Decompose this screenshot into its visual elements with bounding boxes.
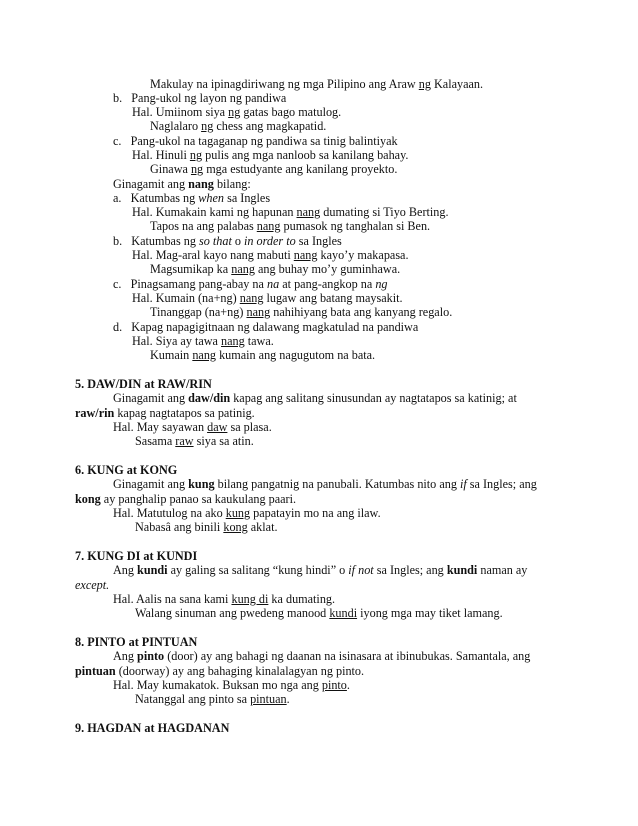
text-run: Hal. Mag-aral kayo nang mabuti [132, 248, 294, 262]
text-run: sa Ingles [295, 234, 342, 248]
text-run: ay galing sa salitang “kung hindi” o [167, 563, 349, 577]
text-run: a. Katumbas ng [113, 191, 199, 205]
text-run: Tapos na ang palabas [150, 219, 257, 233]
underlined-word: ng [418, 77, 431, 91]
text-run: pumasok ng tanghalan si Ben. [280, 219, 431, 233]
underlined-word: nang [256, 219, 281, 233]
text-run: Ang [113, 649, 138, 663]
text-run: b. Pang-ukol ng layon ng pandiwa [113, 91, 287, 105]
underlined-word: nang [293, 248, 318, 262]
underlined-word: nang [192, 348, 217, 362]
text-line [150, 77, 483, 92]
text-run: Kalayaan. [430, 77, 484, 91]
italic-term: so that [198, 234, 232, 248]
underlined-word: raw [175, 434, 194, 448]
text-line [132, 205, 449, 220]
text-run: tawa. [244, 334, 274, 348]
underlined-word: ng [190, 162, 204, 176]
underlined-word: kong [223, 520, 248, 534]
text-line [113, 191, 270, 206]
text-run: gatas bago matulog. [240, 105, 342, 119]
bold-term: nang [188, 177, 214, 191]
text-run: papatayin mo na ang ilaw. [250, 506, 381, 520]
text-line [113, 649, 530, 664]
text-line [135, 434, 254, 449]
text-line [132, 291, 403, 306]
underlined-word: nang [246, 305, 271, 319]
text-line [113, 134, 398, 149]
text-run: . [286, 692, 290, 706]
text-run: dumating si Tiyo Berting. [320, 205, 449, 219]
bold-term: kong [75, 492, 101, 506]
bold-term: kundi [137, 563, 168, 577]
text-line [132, 148, 408, 163]
text-run: lugaw ang batang maysakit. [263, 291, 403, 305]
text-run: ka dumating. [268, 592, 336, 606]
text-run: kayo’y makapasa. [317, 248, 409, 262]
text-run: at pang-angkop na [279, 277, 376, 291]
text-run: Hal. Kumain (na+ng) [132, 291, 240, 305]
section-heading [75, 377, 212, 392]
text-run: kapag ang salitang sinusundan ay nagtatapos sa katinig; at [230, 391, 517, 405]
bold-term: 5. DAW/DIN at RAW/RIN [75, 377, 212, 391]
text-run: pulis ang mga nanloob sa kanilang bahay. [202, 148, 409, 162]
text-run: Hal. Matutulog na ako [113, 506, 226, 520]
underlined-word: ng [228, 105, 241, 119]
text-run: Ginawa [150, 162, 191, 176]
text-line [113, 320, 418, 335]
italic-term: na [267, 277, 280, 291]
text-line [113, 420, 272, 435]
text-run: Hal. Aalis na sana kami [113, 592, 232, 606]
underlined-word: nang [296, 205, 321, 219]
underlined-word: ng [201, 119, 214, 133]
underlined-word: pinto [321, 678, 347, 692]
text-line [113, 506, 381, 521]
text-line [150, 119, 326, 134]
text-run: nahihiyang bata ang kanyang regalo. [270, 305, 453, 319]
text-run: sa Ingles; ang [466, 477, 537, 491]
text-run: iyong mga may tiket lamang. [357, 606, 503, 620]
bold-term: kundi [446, 563, 478, 577]
bold-term: 6. KUNG at KONG [75, 463, 178, 477]
text-run: ay panghalip panao sa kaukulang paari. [100, 492, 297, 506]
underlined-word: kung di [231, 592, 269, 606]
text-line [75, 406, 255, 421]
text-line [132, 105, 341, 120]
text-line [135, 692, 290, 707]
text-line [135, 520, 278, 535]
text-run: Ang [113, 563, 138, 577]
text-run: Hal. Kumakain kami ng hapunan [132, 205, 297, 219]
text-run: Kumain [150, 348, 193, 362]
text-line [113, 477, 537, 492]
text-run: Hal. May kumakatok. Buksan mo nga ang [113, 678, 322, 692]
text-run: Natanggal ang pinto sa [135, 692, 251, 706]
text-run: mga estudyante ang kanilang proyekto. [203, 162, 398, 176]
text-run: chess ang magkapatid. [213, 119, 327, 133]
text-run: (doorway) ay ang bahaging kinalalagyan ng pinto. [115, 664, 365, 678]
underlined-word: ng [189, 148, 203, 162]
text-run: Sasama [135, 434, 176, 448]
text-run: Hal. May sayawan [113, 420, 208, 434]
bold-term: raw/rin [75, 406, 115, 420]
text-run: d. Kapag napagigitnaan ng dalawang magkatulad na pandiwa [113, 320, 419, 334]
text-run: Ginagamit ang [113, 177, 189, 191]
italic-term: ng [375, 277, 388, 291]
text-run: siya sa atin. [193, 434, 254, 448]
text-line [150, 348, 375, 363]
text-run: Magsumikap ka [150, 262, 232, 276]
text-run: aklat. [247, 520, 278, 534]
bold-term: kung [188, 477, 215, 491]
text-run: Nabasâ ang binili [135, 520, 224, 534]
text-line [132, 248, 409, 263]
text-line [113, 563, 527, 578]
bold-term: 7. KUNG DI at KUNDI [75, 549, 198, 563]
text-run: Ginagamit ang [113, 477, 189, 491]
text-line [132, 334, 274, 349]
text-run: ang buhay mo’y guminhawa. [254, 262, 401, 276]
text-run: kapag nagtatapos sa patinig. [114, 406, 255, 420]
text-run: sa plasa. [227, 420, 272, 434]
text-line [150, 219, 430, 234]
text-run: sa Ingles; ang [373, 563, 447, 577]
underlined-word: daw [207, 420, 228, 434]
text-run: naman ay [477, 563, 528, 577]
text-run: Hal. Siya ay tawa [132, 334, 222, 348]
bold-term: pintuan [75, 664, 116, 678]
text-run: . [346, 678, 350, 692]
section-heading [75, 635, 197, 650]
underlined-word: kung [225, 506, 251, 520]
bold-term: 9. HAGDAN at HAGDANAN [75, 721, 230, 735]
text-run: Hal. Umiinom siya [132, 105, 229, 119]
text-line [135, 606, 503, 621]
text-run: bilang: [213, 177, 251, 191]
underlined-word: nang [231, 262, 255, 276]
underlined-word: kundi [329, 606, 358, 620]
text-run: Walang sinuman ang pwedeng manood [135, 606, 330, 620]
text-run: o [231, 234, 245, 248]
italic-term: in order to [244, 234, 296, 248]
text-run: Hal. Hinuli [132, 148, 190, 162]
underlined-word: pintuan [250, 692, 287, 706]
text-line [75, 578, 109, 593]
text-run: (door) ay ang bahagi ng daanan na isinasara at ibinubukas. Samantala, ang [164, 649, 531, 663]
text-line [150, 262, 400, 277]
text-run: b. Katumbas ng [113, 234, 199, 248]
text-line [113, 391, 517, 406]
text-line [150, 162, 397, 177]
text-line [75, 492, 296, 507]
text-run: Tinanggap (na+ng) [150, 305, 247, 319]
underlined-word: nang [239, 291, 264, 305]
text-run: Makulay na ipinagdiriwang ng mga Pilipino ang Araw [150, 77, 419, 91]
text-run: Naglalaro [150, 119, 202, 133]
text-line [113, 678, 350, 693]
text-line [113, 177, 251, 192]
italic-term: if [459, 477, 467, 491]
underlined-word: nang [221, 334, 245, 348]
section-heading [75, 549, 197, 564]
text-line [113, 234, 342, 249]
italic-term: when [198, 191, 225, 205]
italic-term: except. [75, 578, 110, 592]
text-line [75, 664, 364, 679]
bold-term: 8. PINTO at PINTUAN [75, 635, 198, 649]
italic-term: if not [348, 563, 374, 577]
text-line [113, 277, 388, 292]
bold-term: pinto [137, 649, 165, 663]
section-heading [75, 463, 177, 478]
text-run: sa Ingles [224, 191, 271, 205]
text-line [113, 91, 286, 106]
text-run: c. Pinagsamang pang-abay na [113, 277, 267, 291]
text-run: bilang pangatnig na panubali. Katumbas nito ang [214, 477, 460, 491]
text-line [150, 305, 452, 320]
bold-term: daw/din [188, 391, 231, 405]
text-run: Ginagamit ang [113, 391, 189, 405]
section-heading [75, 721, 229, 736]
text-run: c. Pang-ukol na tagaganap ng pandiwa sa tinig balintiyak [113, 134, 398, 148]
text-run: kumain ang nagugutom na bata. [216, 348, 376, 362]
text-line [113, 592, 335, 607]
